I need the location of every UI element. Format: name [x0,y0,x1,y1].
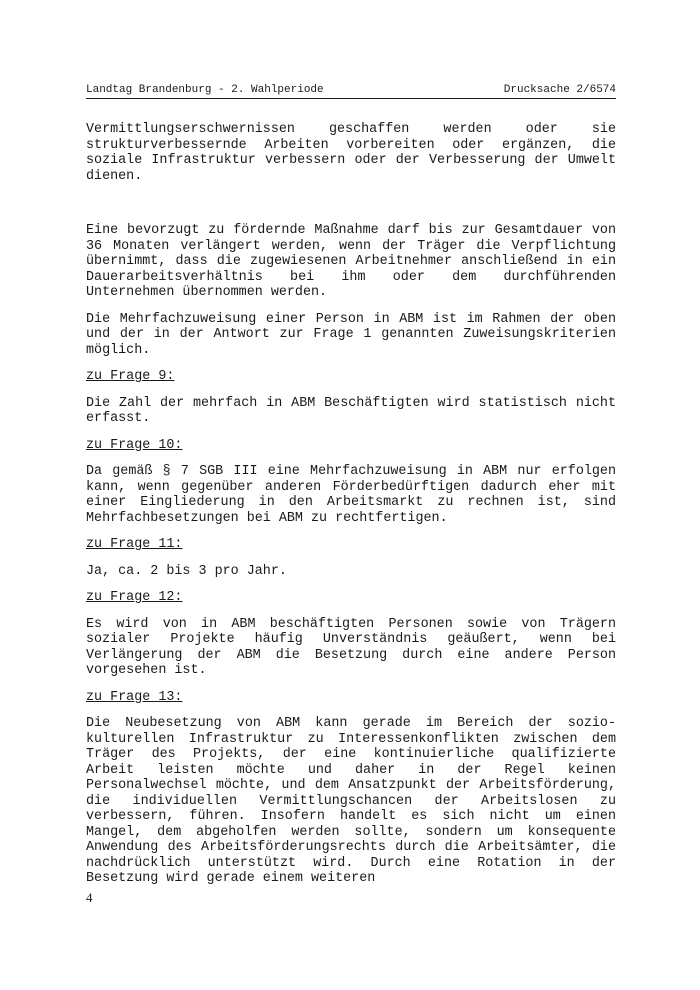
paragraph-extension: Eine bevorzugt zu fördernde Maßnahme darf bis zur Gesamtdauer von 36 Monaten verlängert werden, wenn der Träger die Verpflichtung übernimmt, dass die zugewiesenen Arbeitnehmer anschließend in ein Dauerarbeitsverhältnis bei ihm oder dem durchführenden Unternehmen übernommen werden. [86,223,616,300]
paragraph-multiple-assignment: Die Mehrfachzuweisung einer Person in ABM ist im Rahmen der oben und der in der Antwort zur Frage 1 genannten Zuweisungskriterien möglich. [86,311,616,358]
paragraph-continuation: Vermittlungserschwernissen geschaffen werden oder sie strukturverbessernde Arbeiten vorbereiten oder ergänzen, die soziale Infrastruktur verbessern oder der Verbesserung der Umwelt dienen. [86,122,616,184]
answer-question-10: Da gemäß § 7 SGB III eine Mehrfachzuweisung in ABM nur erfolgen kann, wenn gegenüber anderen Förderbedürftigen dadurch eher mit einer Eingliederung in den Arbeitsmarkt zu rechnen ist, sind Mehrfachbesetzungen bei ABM zu rechtfertigen. [86,464,616,526]
header-title: Landtag Brandenburg - 2. Wahlperiode [86,84,324,96]
answer-question-11: Ja, ca. 2 bis 3 pro Jahr. [86,563,287,579]
heading-question-12: zu Frage 12: [86,590,183,605]
heading-question-13: zu Frage 13: [86,689,183,705]
heading-question-10: zu Frage 10: [86,437,183,453]
page-header [86,84,616,99]
page-number: 4 [86,890,93,905]
heading-question-11: zu Frage 11: [86,537,183,552]
answer-question-13: Die Neubesetzung von ABM kann gerade im Bereich der sozio-kulturellen Infrastruktur zu Interessenkonflikten zwischen dem Träger des Projekts, der eine kontinuierliche qualifizierte Arbeit leisten möchte und daher in der Regel keinen Personalwechsel möchte, und dem Ansatzpunkt der Arbeitsförderung, die individuellen Vermittlungschancen der Arbeitslosen zu verbessern, führen. Insofern handelt es sich nicht um einen Mangel, dem abgeholfen werden sollte, sondern um konsequente Anwendung des Arbeitsförderungsrechts durch die Arbeitsämter, die nachdrücklich unterstützt wird. Durch eine Rotation in der Besetzung wird gerade einem weiteren [86,716,616,886]
answer-question-12: Es wird von in ABM beschäftigten Personen sowie von Trägern sozialer Projekte häufig Unverständnis geäußert, wenn bei Verlängerung der ABM die Besetzung durch eine andere Person vorgesehen ist. [86,616,616,678]
heading-question-9: zu Frage 9: [86,369,175,384]
header-document-number: Drucksache 2/6574 [503,84,616,96]
document-body [86,122,616,887]
answer-question-9: Die Zahl der mehrfach in ABM Beschäftigten wird statistisch nicht erfasst. [86,395,616,426]
